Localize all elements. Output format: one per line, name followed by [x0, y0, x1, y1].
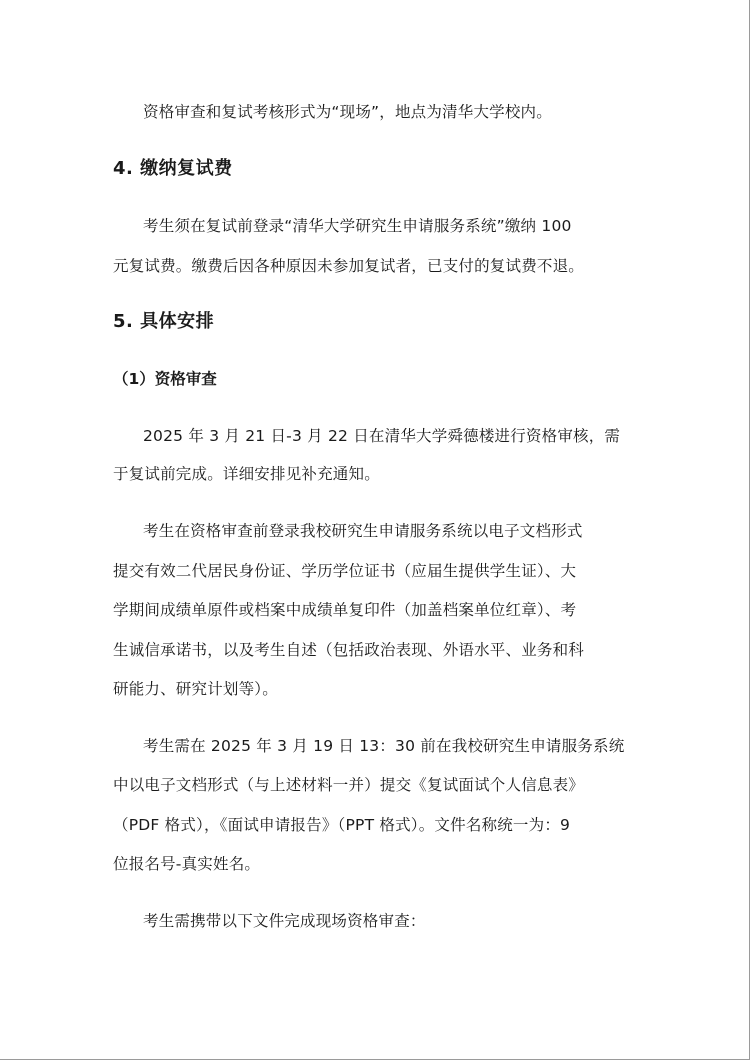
paragraph-review-date-line-2: 于复试前完成。详细安排见补充通知。: [113, 465, 380, 483]
paragraph-documents-line-5: 研能力、研究计划等）。: [113, 680, 278, 698]
paragraph-submission-line-1: 考生需在 2025 年 3 月 19 日 13：30 前在我校研究生申请服务系统: [143, 737, 625, 755]
paragraph-documents-line-3: 学期间成绩单原件或档案中成绩单复印件（加盖档案单位红章）、考: [113, 601, 577, 619]
paragraph-exam-format: 资格审查和复试考核形式为“现场”，地点为清华大学校内。: [143, 103, 552, 121]
paragraph-submission-line-2: 中以电子文档形式（与上述材料一并）提交《复试面试个人信息表》: [113, 776, 585, 794]
paragraph-documents-line-2: 提交有效二代居民身份证、学历学位证书（应届生提供学生证）、大: [113, 562, 577, 580]
paragraph-fee-line-1: 考生须在复试前登录“清华大学研究生申请服务系统”缴纳 100: [143, 217, 572, 235]
paragraph-review-date-line-1: 2025 年 3 月 21 日-3 月 22 日在清华大学舜德楼进行资格审核，需: [143, 427, 621, 445]
paragraph-submission-line-3: （PDF 格式），《面试申请报告》（PPT 格式）。文件名称统一为：9: [113, 816, 571, 834]
heading-arrangement: 5. 具体安排: [113, 311, 215, 332]
heading-pay-fee: 4. 缴纳复试费: [113, 158, 233, 179]
paragraph-fee-line-2: 元复试费。缴费后因各种原因未参加复试者，已支付的复试费不退。: [113, 257, 585, 275]
paragraph-onsite-documents: 考生需携带以下文件完成现场资格审查：: [143, 912, 426, 930]
paragraph-documents-line-1: 考生在资格审查前登录我校研究生申请服务系统以电子文档形式: [143, 522, 583, 540]
paragraph-submission-line-4: 位报名号-真实姓名。: [113, 855, 261, 873]
paragraph-documents-line-4: 生诚信承诺书，以及考生自述（包括政治表现、外语水平、业务和科: [113, 641, 585, 659]
subheading-qualification-review: （1）资格审查: [113, 370, 217, 388]
